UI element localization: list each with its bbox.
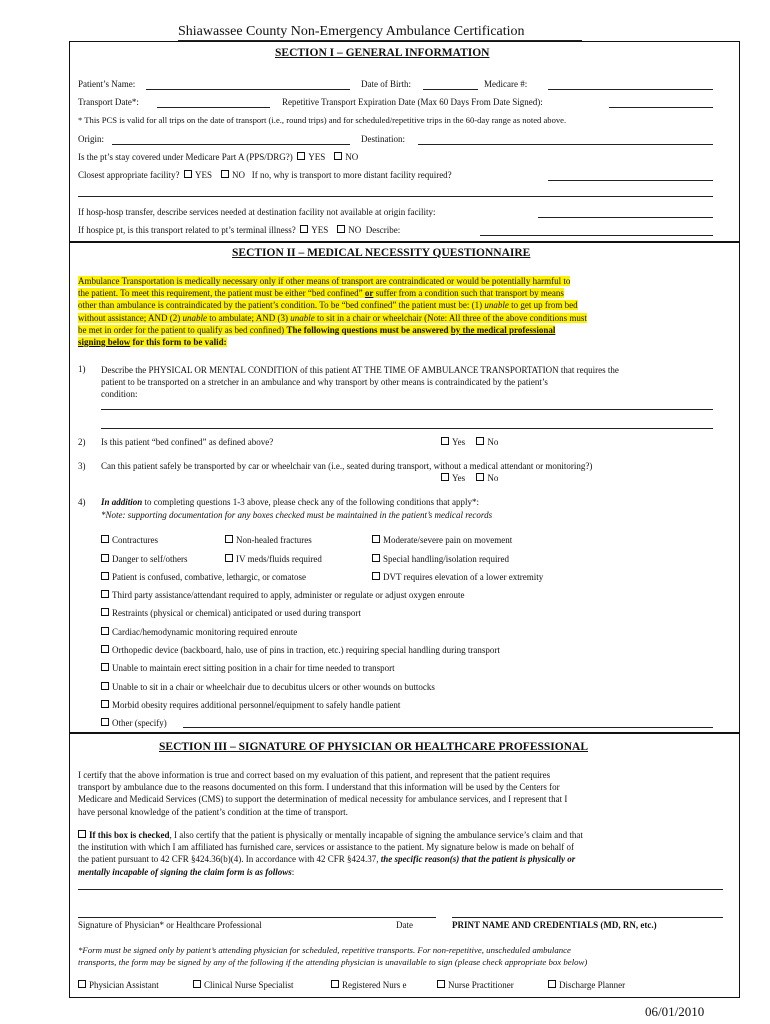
part-a-label: Is the pt’s stay covered under Medicare Part A (PPS/DRG?) [78,152,293,162]
print-name-label: PRINT NAME AND CREDENTIALS (MD, RN, etc.) [452,920,657,930]
condition-orthopedic[interactable] [101,645,500,655]
condition-label: Orthopedic device (backboard, halo, use of pins in traction, etc.) requiring special handling during transport [112,645,500,655]
q4-number: 4) [78,497,86,507]
hosp-field[interactable] [538,217,713,218]
intro-line-5a: be met in order for the patient to qualify as bed confined) [78,324,287,335]
condition-checkbox[interactable] [101,590,109,598]
condition-morbid-obesity[interactable] [101,700,400,710]
q1-line-1: Describe the PHYSICAL OR MENTAL CONDITION of this patient AT THE TIME OF AMBULANCE TRANSPORTATION that requires the [101,365,619,375]
intro-line-2b: suffer from a condition such that transport by means [373,288,564,299]
incapable-line-3a: the patient pursuant to 42 CFR §424.36(b)(4). In accordance with 42 CFR §424.37, [78,854,381,865]
transport-date-field[interactable] [157,107,270,108]
q3-no-checkbox[interactable] [476,473,484,481]
distant-field[interactable] [548,180,713,181]
q1-number: 1) [78,364,86,374]
intro-or: or [364,288,374,299]
condition-label: Restraints (physical or chemical) anticipated or used during transport [112,608,361,618]
closest-yes-label: YES [194,170,212,180]
condition-label: DVT requires elevation of a lower extremity [383,572,544,582]
condition-pain-on-movement[interactable] [372,535,512,545]
footnote-line-1: *Form must be signed only by patient’s attending physician for scheduled, repetitive transports. For non-repetitive, unscheduled ambulance [78,945,571,955]
q2-options [441,437,498,447]
patient-name-label: Patient’s Name: [78,79,136,89]
condition-third-party[interactable] [101,590,465,600]
role-checkbox[interactable] [193,980,201,988]
describe-label: Describe: [365,225,401,235]
q2-text: Is this patient “bed confined” as defined above? [101,437,274,447]
condition-checkbox[interactable] [101,554,109,562]
hospice-yes-checkbox[interactable] [300,225,308,233]
dob-field[interactable] [423,89,478,90]
medicare-label: Medicare #: [484,79,528,89]
certify-line-3: Medicare and Medicaid Services (CMS) to support the determination of medical necessity for ambulance services, and I represent that I [78,794,568,805]
intro-line-5c: by the medical professional [450,324,556,335]
footer-date: 06/01/2010 [645,1004,705,1019]
origin-field[interactable] [112,144,350,145]
closest-yes-checkbox[interactable] [184,170,192,178]
transport-date-label: Transport Date*: [78,97,139,107]
condition-label: IV meds/fluids required [236,554,322,564]
q2-number: 2) [78,437,86,447]
condition-label: Unable to maintain erect sitting position in a chair for time needed to transport [112,663,395,673]
q1-line-3: condition: [101,389,138,400]
condition-label: Contractures [112,535,158,545]
q2-yes-label: Yes [452,437,466,447]
q4-in-addition: In addition [101,497,143,507]
certify-line-4: have personal knowledge of the patient’s condition at the time of transport. [78,806,348,817]
role-nurse-practitioner[interactable] [437,980,514,990]
condition-checkbox[interactable] [372,572,380,580]
condition-checkbox[interactable] [101,663,109,671]
hospice-yes-label: YES [311,225,329,235]
intro-line-3b: to get up from bed [508,300,578,311]
q3-yes-label: Yes [452,473,466,483]
incapable-line-2: the institution with which I am affiliated has furnished care, services or assistance to the patient. My signature below is made on behalf of [78,842,574,853]
intro-signing-below: signing below [78,337,131,348]
role-label: Nurse Practitioner [448,980,514,990]
intro-line-5b: The following questions must be answered [286,324,451,335]
dob-label: Date of Birth: [361,79,411,89]
condition-dvt[interactable] [372,572,543,582]
distant-field-line-2[interactable] [78,196,713,197]
q2-yes-checkbox[interactable] [441,437,449,445]
condition-checkbox[interactable] [101,535,109,543]
q3-text: Can this patient safely be transported by car or wheelchair van (i.e., seated during transport, without a medical attendant or monitoring?) [101,461,593,471]
incapable-colon: : [291,866,295,877]
condition-checkbox[interactable] [101,700,109,708]
condition-checkbox[interactable] [372,535,380,543]
part-a-no-checkbox[interactable] [334,152,342,160]
condition-checkbox[interactable] [225,535,233,543]
condition-checkbox[interactable] [225,554,233,562]
condition-special-handling[interactable] [372,554,509,564]
origin-label: Origin: [78,134,104,144]
q2-no-checkbox[interactable] [476,437,484,445]
hospice-question [78,225,400,235]
form-title: Shiawassee County Non-Emergency Ambulance Certification [178,24,525,39]
q4-note: *Note: supporting documentation for any boxes checked must be maintained in the patient’s medical records [101,510,493,520]
condition-other[interactable] [101,718,167,728]
certify-paragraph [78,769,567,818]
destination-label: Destination: [361,134,405,144]
q3-options [441,473,498,483]
role-label: Registered Nurs e [342,980,407,990]
hospice-no-label: NO [348,225,362,235]
part-a-question [78,152,358,162]
print-name-line[interactable] [452,917,723,918]
condition-iv-meds[interactable] [225,554,322,564]
hosp-label: If hosp-hosp transfer, describe services needed at destination facility not available at origin facility: [78,207,436,217]
q3-no-label: No [487,473,499,483]
condition-checkbox[interactable] [101,682,109,690]
q1-text [101,364,619,401]
role-discharge-planner[interactable] [548,980,625,990]
date-label: Date [396,920,413,930]
condition-label: Special handling/isolation required [383,554,509,564]
condition-label: Patient is confused, combative, lethargic, or comatose [112,572,307,582]
condition-checkbox[interactable] [101,572,109,580]
q1-line-2: patient to be transported on a stretcher in an ambulance and why transport by other means is contraindicated by the patient’s [101,377,548,388]
repetitive-field[interactable] [609,107,713,108]
certify-line-2: transport by ambulance due to the reasons documented on this form. I understand that this information will be used by the Centers for [78,782,560,793]
other-specify-field[interactable] [183,727,713,728]
distant-label: If no, why is transport to more distant facility required? [251,170,452,180]
part-a-no-label: NO [345,152,359,162]
role-checkbox[interactable] [78,980,86,988]
intro-line-4c: to sit in a chair or wheelchair (Note: All three of the above conditions must [314,312,587,323]
condition-label: Danger to self/others [112,554,188,564]
role-physician-assistant[interactable] [78,980,159,990]
certify-line-1: I certify that the above information is true and correct based on my evaluation of this patient, and represent that the patient requires [78,770,551,780]
if-box-checked: If this box is checked [89,830,170,840]
q3-yes-checkbox[interactable] [441,473,449,481]
condition-label: Other (specify) [112,718,167,728]
section-2-intro [78,275,587,348]
hospice-label: If hospice pt, is this transport related to pt’s terminal illness? [78,225,296,235]
condition-erect-sitting[interactable] [101,663,395,673]
closest-no-checkbox[interactable] [221,170,229,178]
condition-decubitus[interactable] [101,682,435,692]
condition-checkbox[interactable] [101,627,109,635]
condition-checkbox[interactable] [372,554,380,562]
condition-confused[interactable] [101,572,306,582]
role-label: Physician Assistant [89,980,159,990]
incapable-checkbox[interactable] [78,830,86,838]
role-label: Discharge Planner [559,980,626,990]
incapable-line-3b: the specific reason(s) that the patient is physically or [380,854,576,865]
repetitive-label: Repetitive Transport Expiration Date (Max 60 Days From Date Signed): [282,97,543,107]
condition-label: Cardiac/hemodynamic monitoring required enroute [112,627,298,637]
q4-rest: to completing questions 1-3 above, please check any of the following conditions that apply*: [142,497,479,507]
intro-unable-1: unable [484,300,509,311]
role-checkbox[interactable] [437,980,445,988]
medicare-field[interactable] [548,89,713,90]
intro-line-6: for this form to be valid: [130,337,227,348]
incapable-line-1: , I also certify that the patient is physically or mentally incapable of signing the ambulance service’s claim and that [169,830,583,840]
condition-label: Third party assistance/attendant required to apply, administer or regulate or adjust oxygen enroute [112,590,465,600]
part-a-yes-label: YES [308,152,326,162]
reason-answer-line[interactable] [78,889,723,890]
part-a-yes-checkbox[interactable] [297,152,305,160]
intro-line-4a: without assistance; AND (2) [78,312,183,323]
role-checkbox[interactable] [331,980,339,988]
incapable-line-4: mentally incapable of signing the claim form is as follows [78,866,292,877]
q1-answer-line-1[interactable] [101,409,713,410]
section-2-heading: SECTION II – MEDICAL NECESSITY QUESTIONNAIRE [232,247,531,259]
condition-label: Moderate/severe pain on movement [383,535,513,545]
footnote-line-2: transports, the form may be signed by any of the following if the attending physician is unavailable to sign (please check appropriate box below) [78,957,588,968]
condition-checkbox[interactable] [101,645,109,653]
section-1-heading: SECTION I – GENERAL INFORMATION [275,47,490,59]
role-clinical-nurse-specialist[interactable] [193,980,293,990]
signature-line[interactable] [78,917,436,918]
q3-number: 3) [78,461,86,471]
q2-no-label: No [487,437,499,447]
pcs-note: * This PCS is valid for all trips on the date of transport (i.e., round trips) and for scheduled/repetitive trips in the 60-day range as noted above. [78,115,567,125]
section-3-heading: SECTION III – SIGNATURE OF PHYSICIAN OR HEALTHCARE PROFESSIONAL [159,741,588,753]
condition-label: Morbid obesity requires additional personnel/equipment to safely handle patient [112,700,401,710]
condition-checkbox[interactable] [101,718,109,726]
hospice-no-checkbox[interactable] [337,225,345,233]
condition-non-healed-fractures[interactable] [225,535,312,545]
intro-line-4b: to ambulate; AND (3) [206,312,291,323]
q1-answer-line-2[interactable] [101,428,713,429]
footnote [78,944,587,968]
closest-label: Closest appropriate facility? [78,170,180,180]
intro-line-2a: the patient. To meet this requirement, the patient must be either “bed confined” [78,288,365,299]
hospice-describe-field[interactable] [480,235,713,236]
destination-field[interactable] [418,144,713,145]
condition-restraints[interactable] [101,608,361,618]
signature-label: Signature of Physician* or Healthcare Professional [78,920,262,930]
incapable-paragraph [78,829,583,878]
role-label: Clinical Nurse Specialist [204,980,294,990]
closest-question [78,170,452,180]
condition-danger[interactable] [101,554,187,564]
intro-line-1: Ambulance Transportation is medically necessary only if other means of transport are contraindicated or would be potentially harmful to [78,276,571,286]
condition-cardiac[interactable] [101,627,297,637]
role-checkbox[interactable] [548,980,556,988]
condition-label: Non-healed fractures [236,535,312,545]
closest-no-label: NO [231,170,245,180]
intro-unable-3: unable [290,312,315,323]
role-registered-nurse[interactable] [331,980,406,990]
condition-label: Unable to sit in a chair or wheelchair due to decubitus ulcers or other wounds on buttocks [112,682,435,692]
condition-contractures[interactable] [101,535,158,545]
patient-name-field[interactable] [146,89,350,90]
intro-line-3a: other than ambulance is contraindicated by the patient’s condition. To be “bed confined” the patient must be: (1) [78,300,485,311]
q4-text [101,497,479,507]
intro-unable-2: unable [182,312,207,323]
condition-checkbox[interactable] [101,608,109,616]
